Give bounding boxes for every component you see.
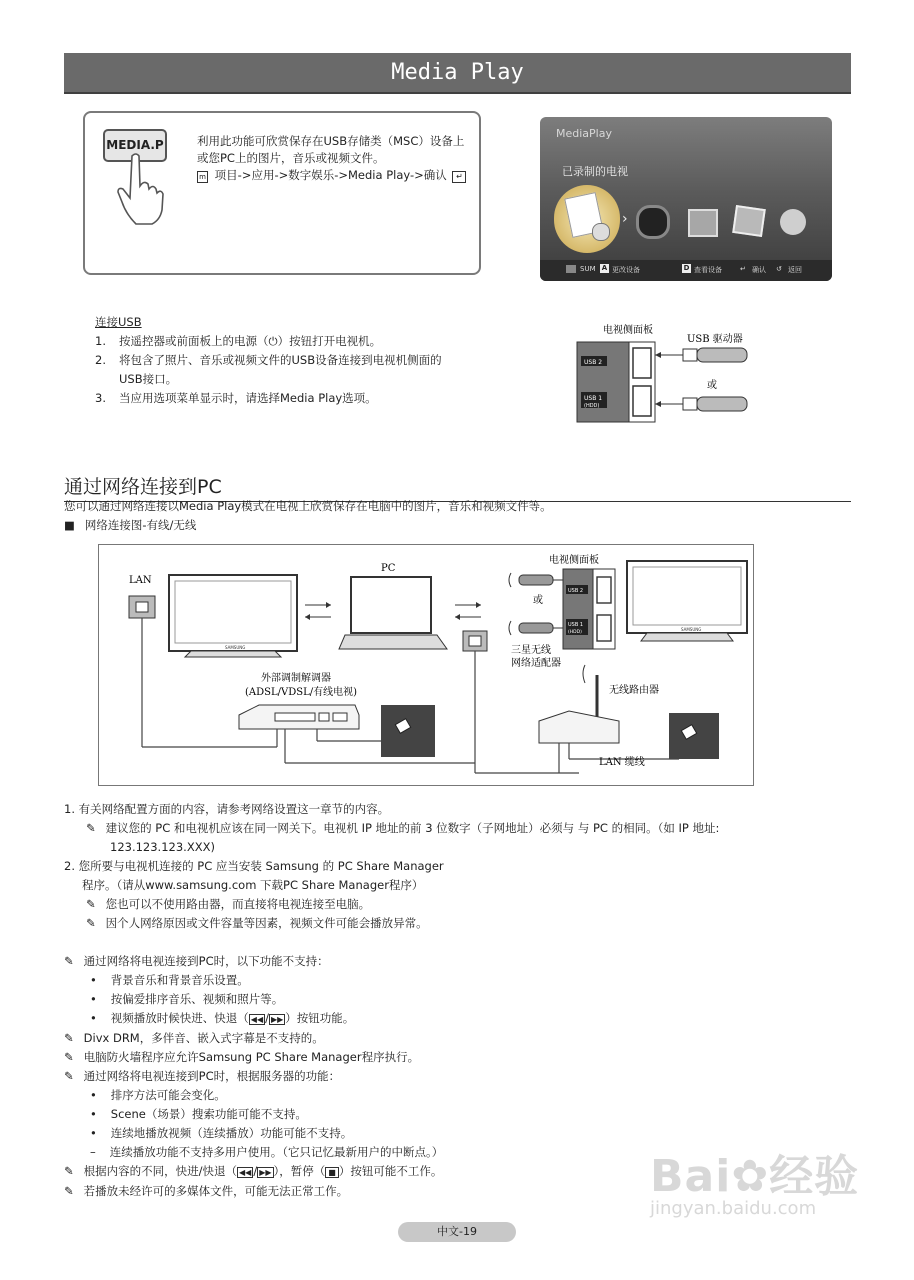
lan-label: LAN [129,575,152,586]
watermark-brand: Bai [650,1151,732,1202]
unlicensed-note: ✎ 若播放未经许可的多媒体文件，可能无法正常工作。 [64,1184,349,1198]
pencil-note-icon: ✎ [64,954,74,968]
or-label: 或 [707,380,717,391]
bullet-icon: • [90,1088,97,1102]
tv-side-panel-label: 电视侧面板 [603,325,653,336]
wireless-adapter-label-2: 网络适配器 [511,658,561,669]
pc-unsupported-note: ✎ 通过网络将电视连接到PC时，以下功能不支持： [64,954,329,968]
lan-cable-label: LAN 缆线 [599,757,645,768]
bullet-item: • Scene（场景）搜索功能可能不支持。 [90,1107,307,1121]
server-note: ✎ 通过网络将电视连接到PC时，根据服务器的功能： [64,1069,341,1083]
usb-step: 2. 将包含了照片、音乐或视频文件的USB设备连接到电视机侧面的 USB接口。 [95,353,442,386]
modem-sublabel: (ADSL/VDSL/有线电视) [245,687,358,698]
bullet-item: • 按偏爱排序音乐、视频和照片等。 [90,992,284,1006]
pencil-note-icon: ✎ [86,916,96,930]
tv-side-panel-net-label: 电视侧面板 [549,555,599,566]
tv2-brand: SAMSUNG [681,627,702,632]
note-2-sub-1: ✎ 您也可以不使用路由器，而直接将电视连接至电脑。 [86,897,371,911]
bullet-item: • 视频播放时候快进、快退（ ◀◀ / ▶▶ ）按钮功能。 [90,1011,355,1025]
pencil-note-icon: ✎ [86,897,96,911]
wireless-adapter-label: 三星无线 [511,645,551,656]
menu-path-row [197,167,472,184]
wifi-signal-icon [509,621,511,635]
tv-bar-sum: SUM [580,265,596,273]
page-number: 中文-19 [398,1222,516,1242]
intro-line-1: 利用此功能可欣赏保存在USB存储类（MSC）设备上 [197,134,465,148]
note-2-sub-2: ✎ 因个人网络原因或文件容量等因素，视频文件可能会播放异常。 [86,916,428,930]
bullet-item: • 背景音乐和背景音乐设置。 [90,973,249,987]
intro-text [197,133,472,184]
net-hdd-label: (HDD) [568,630,582,635]
divx-note: ✎ Divx DRM，多伴音、嵌入式字幕是不支持的。 [64,1031,324,1045]
or-net-label: 或 [533,595,543,606]
firewall-note: ✎ 电脑防火墙程序应允许Samsung PC Share Manager程序执行。 [64,1050,420,1064]
pencil-note-icon: ✎ [64,1031,74,1045]
router-wifi-icon [583,665,585,683]
watermark-url: jingyan.baidu.com [650,1198,817,1219]
bullet-icon: • [90,1126,97,1140]
intro-line-2: 或您PC上的图片，音乐或视频文件。 [197,151,385,165]
page-title: Media Play [64,53,851,94]
content-note: ✎ 根据内容的不同，快进/快退（ ◀◀ / ▶▶ ），暂停（ ■ ）按钮可能不工作。 [64,1164,443,1178]
power-icon: ⏻ [268,334,278,348]
router-label: 无线路由器 [609,685,659,696]
tv-bar-confirm: 确认 [752,266,766,274]
photo-icon [688,209,718,237]
menu-icon: m [197,171,208,183]
net-usb2-label: USB 2 [568,588,584,594]
dash-item: – 连续播放功能不支持多用户使用。（它只记忆最新用户的中断点。） [90,1145,444,1159]
note-1-ip: 123.123.123.XXX) [110,840,215,854]
enter-icon: ↵ [452,171,466,183]
sum-key-icon [566,265,576,273]
photos-stack-icon [732,205,766,237]
usb-drive-label: USB 驱动器 [687,334,743,345]
fast-forward-icon: ▶▶ [270,1015,284,1024]
usb-step: 3. 当应用选项菜单显示时，请选择Media Play选项。 [95,391,377,405]
bullet-icon: • [90,992,97,1006]
note-2-line-2: 程序。（请从www.samsung.com 下载PC Share Manager程序） [82,878,424,892]
network-heading: 通过网络连接到PC [64,472,851,502]
bullet-icon: • [90,1011,97,1025]
tv1-brand: SAMSUNG [225,645,246,650]
menu-path: 项目->应用->数字娱乐->Media Play->确认 [214,168,447,182]
wifi-signal-icon [509,573,511,587]
usb-steps [95,332,515,408]
bullet-icon: • [90,973,97,987]
baidu-watermark [650,1140,859,1219]
net-usb1-label: USB 1 [568,622,584,628]
a-key-icon: A [601,264,608,272]
hand-pointer-icon [110,152,170,227]
tv-bar-view-device: 查看设备 [694,266,722,274]
watermark-brand-2: 经验 [769,1151,860,1202]
usb-connection-diagram [575,320,755,425]
tv-bar-change-device: 更改设备 [612,266,640,274]
pencil-note-icon: ✎ [64,1184,74,1198]
return-key-icon: ↺ [776,265,782,273]
note-1: 1. 有关网络配置方面的内容，请参考网络设置这一章节的内容。 [64,802,390,816]
rewind-icon: ◀◀ [250,1015,264,1024]
pencil-note-icon: ✎ [64,1050,74,1064]
mediaplay-app-title: MediaPlay [556,127,612,140]
tv-section-label: 已录制的电视 [562,165,628,178]
tv-bottom-bar [540,260,832,281]
bullet-item: • 排序方法可能会变化。 [90,1088,226,1102]
settings-gear-icon [780,209,806,235]
note-2-line-1: 2. 您所要与电视机连接的 PC 应当安装 Samsung 的 PC Share Manager [64,859,444,873]
bullet-icon: • [90,1107,97,1121]
rewind-icon: ◀◀ [239,1168,252,1177]
d-key-icon: D [683,264,690,272]
modem-label: 外部调制解调器 [261,673,331,684]
square-bullet-icon: ■ [64,518,75,532]
remote-button-label: MEDIA.P [106,138,164,152]
fast-forward-icon: ▶▶ [259,1168,272,1177]
dash-icon: – [90,1145,96,1159]
usb-port-1-hdd: (HDD) [584,403,600,409]
tv-bar-return: 返回 [788,266,802,274]
network-description: 您可以通过网络连接以Media Play模式在电视上欣赏保存在电脑中的图片，音乐和视频文件等。 [64,499,552,513]
network-diagram-caption: ■ 网络连接图-有线/无线 [64,518,197,532]
video-reel-icon [636,205,670,239]
usb-section [95,313,515,408]
usb-heading: 连接USB [95,315,142,329]
usb-port-1-label: USB 1 [584,395,603,402]
pencil-note-icon: ✎ [64,1069,74,1083]
network-diagram-graphic [99,545,753,785]
recorded-tv-icon [554,185,620,253]
pencil-note-icon: ✎ [64,1164,74,1178]
tv-mediaplay-screenshot [540,117,832,281]
paw-icon: ✿ [731,1151,770,1202]
pause-icon: ■ [325,1167,339,1178]
usb-port-2-label: USB 2 [584,359,603,366]
network-diagram [98,544,754,786]
pc-label: PC [381,563,396,574]
note-1-sub: ✎ 建议您的 PC 和电视机应该在同一网关下。电视机 IP 地址的前 3 位数字（子网地址）必须与 与 PC 的相同。（如 IP 地址: [86,821,720,835]
chevron-right-icon: › [622,211,628,227]
usb-step: 1. 按遥控器或前面板上的电源（⏻）按钮打开电视机。 [95,334,382,348]
enter-key-icon: ↵ [740,265,746,273]
pencil-note-icon: ✎ [86,821,96,835]
bullet-item: • 连续地播放视频（连续播放）功能可能不支持。 [90,1126,353,1140]
